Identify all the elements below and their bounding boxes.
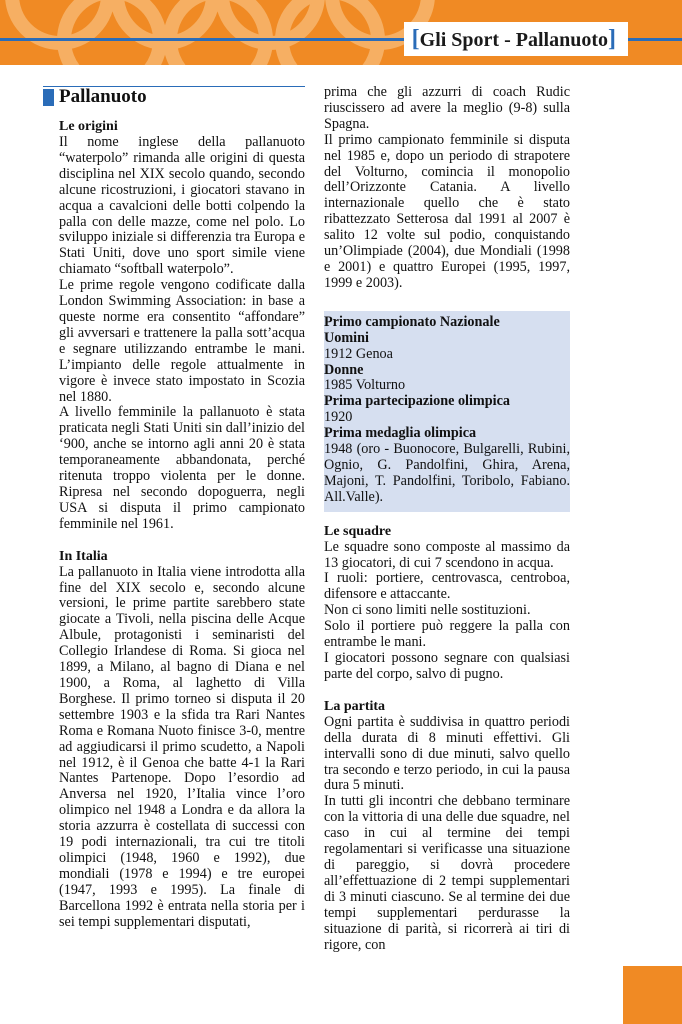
section-title-text: Gli Sport - Pallanuoto: [419, 29, 608, 51]
italy-heading: In Italia: [59, 548, 108, 564]
right-column: [324, 85, 570, 953]
italy-paragraph: La pallanuoto in Italia viene introdotta alla fine del XIX secolo e, secondo alcune versioni, le prime partite sarebbero state giocate a Tivoli, nella piscina delle Acque Albule, protagonisti i seminaristi del Collegio Irlandese di Roma. Si gioca nel 1899, a Milano, al bagno di Diana e nel 1900, a Roma, al laghetto di Villa Borghese. Il primo torneo si disputa il 20 settembre 1903 e la sfida tra Rari Nantes Roma e Romana Nuoto finisce 3-0, mentre ad aggiudicarsi il primo scudetto, a Napoli nel 1912, è il Genoa che batte 4-1 la Rari Nantes Partenope. Dopo l’esordio ad Anversa nel 1920, l’Italia vince l’oro olimpico nel 1948 a Londra e da allora la storia azzurra è costellata di successi con 19 podi internazionali, tra cui tre titoli olimpici (1948, 1960 e 1992), due mondiali (1978 e 1994) e tre europei (1947, 1993 e 1995). La finale di Barcellona 1992 è entrata nella storia per i sei tempi supplementari disputati,: [59, 563, 305, 930]
facts-women-label: Donne: [324, 361, 364, 378]
italy-continuation-1: prima che gli azzurri di coach Rudic riuscissero ad avere la meglio (9-8) sulla Spagna.: [324, 84, 570, 132]
heading-square-icon: [43, 89, 54, 106]
origins-paragraph-2: Le prime regole vengono codificate dalla London Swimming Association: in base a queste norme era consentito “affondare” gli avversari e trattenere la palla sott’acqua e segnare utilizzando entrambe le mani. L’impianto delle regole attualmente in vigore è invece stato impostato in Scozia nel 1880.: [59, 277, 305, 405]
match-paragraph-2: In tutti gli incontri che debbano terminare con la vittoria di una delle due squadre, nel caso in cui al termine dei tempi regolamentari si verificasse una situazione di pareggio, si dovrà procedere all’effettuazione di 2 tempi supplementari di 3 minuti ciascuno. Se al termine dei due tempi supplementari perdurasse la situazione di parità, si ricorrerà ai tiri di rigore, con: [324, 793, 570, 953]
article-heading: [43, 86, 305, 111]
teams-paragraph-3: Non ci sono limiti nelle sostituzioni.: [324, 602, 531, 619]
facts-olympic-participation-value: 1920: [324, 409, 353, 426]
article-title: Pallanuoto: [59, 86, 147, 107]
facts-women-value: 1985 Volturno: [324, 377, 406, 394]
match-paragraph-1: Ogni partita è suddivisa in quattro periodi della durata di 8 minuti effettivi. Gli intervalli sono di due minuti, salvo quello tra secondo e terzo periodo, in cui la pausa dura 5 minuti.: [324, 713, 570, 794]
section-title: [404, 22, 628, 56]
teams-heading: Le squadre: [324, 523, 392, 539]
origins-heading: Le origini: [59, 119, 118, 134]
match-heading: La partita: [324, 698, 386, 714]
facts-box: [324, 311, 570, 512]
bracket-close: ]: [608, 26, 616, 52]
facts-box-title: Primo campionato Nazionale: [324, 313, 500, 330]
facts-olympic-medal-value: 1948 (oro - Buonocore, Bulgarelli, Rubini, Ognio, G. Pandolfini, Ghira, Arena, Majoni, T. Pandolfini, Toribolo, Fabiano. All.Valle).: [324, 441, 570, 505]
bracket-open: [: [411, 26, 420, 52]
facts-men-value: 1912 Genoa: [324, 345, 393, 362]
facts-olympic-participation-label: Prima partecipazione olimpica: [324, 393, 510, 410]
teams-paragraph-2: I ruoli: portiere, centrovasca, centroboa, difensore e attaccante.: [324, 570, 570, 603]
teams-paragraph-5: I giocatori possono segnare con qualsiasi parte del corpo, salvo di pugno.: [324, 650, 570, 682]
page-corner-block: [623, 966, 682, 1024]
italy-continuation-2: Il primo campionato femminile si disputa nel 1985 e, dopo un periodo di strapotere del Volturno, comincia il monopolio dell’Orizzonte Catania. A livello internazionale quello che è stato ribattezzato Setterosa dal 1991 al 2007 è salito 12 volte sul podio, conquistando un’Olimpiade (2004), due Mondiali (1998 e 2001) e quattro Europei (1995, 1997, 1999 e 2003).: [324, 131, 570, 291]
teams-paragraph-4: Solo il portiere può reggere la palla con entrambe le mani.: [324, 618, 570, 651]
facts-men-label: Uomini: [324, 329, 369, 346]
left-column: [59, 86, 305, 931]
origins-paragraph-1: Il nome inglese della pallanuoto “waterpolo” rimanda alle origini di questa disciplina nel XIX secolo quando, secondo alcune ricostruzioni, i giocatori stavano in acqua a cavalcioni delle botti colpendo la palla con delle mazze, come nel polo. Lo sviluppo iniziale si differenzia tra Europa e Stati Uniti, dove uno sport simile viene chiamato “softball waterpolo”.: [59, 134, 305, 278]
teams-paragraph-1: Le squadre sono composte al massimo da 13 giocatori, di cui 7 scendono in acqua.: [324, 538, 570, 571]
origins-paragraph-3: A livello femminile la pallanuoto è stata praticata negli Stati Uniti sin dall’inizio del ‘900, anche se intorno agli anni 20 è stata temporaneamente abbandonata, perché ritenuta troppo violenta per le donne. Ripresa nel secondo dopoguerra, negli USA si disputa il primo campionato femminile nel 1961.: [59, 404, 305, 532]
facts-olympic-medal-label: Prima medaglia olimpica: [324, 425, 477, 442]
